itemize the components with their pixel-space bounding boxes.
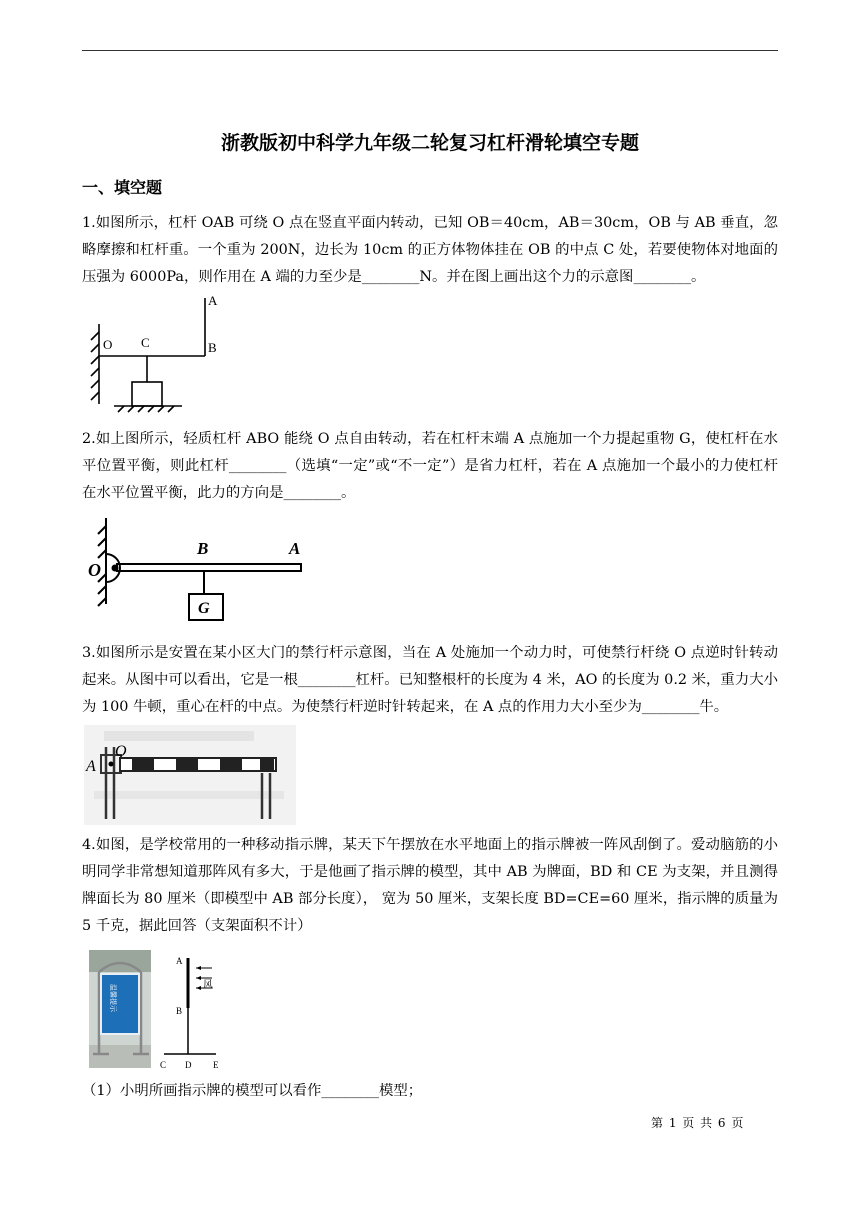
fig2-label-A: A <box>289 539 301 558</box>
section-heading: 一、填空题 <box>82 178 163 197</box>
question-1: 1.如图所示，杠杆 OAB 可绕 O 点在竖直平面内转动，已知 OB＝40cm，AB＝30cm，OB 与 AB 垂直，忽略摩擦和杠杆重。一个重为 200N，边长为 10cm 的正方体物体挂在 OB 的中点 C 处，若要使物体对地面的压强为 6000Pa，则作用在 A 端的力至少是________N。并在图上画出这个力的示意图________。 <box>82 215 778 285</box>
page-number: 第 1 页 共 6 页 <box>651 1116 744 1130</box>
page-title: 浙教版初中科学九年级二轮复习杠杆滑轮填空专题 <box>220 132 639 154</box>
fig4-label-B: B <box>176 1006 183 1016</box>
figure-1-lever-diagram <box>84 292 234 414</box>
figure-4-sign-photo <box>89 950 151 1068</box>
figure-4-sign-model <box>160 950 228 1072</box>
figure-2-lever-diagram <box>84 514 309 626</box>
fig2-label-G: G <box>198 600 210 617</box>
fig4-sign-text: 温馨提示 <box>109 984 117 1012</box>
fig4-label-D: D <box>185 1060 192 1070</box>
fig1-label-A: A <box>208 293 218 308</box>
figure-3-barrier-gate <box>84 725 296 825</box>
fig4-label-A: A <box>176 956 183 966</box>
question-2: 2.如上图所示，轻质杠杆 ABO 能绕 O 点自由转动，若在杠杆末端 A 点施加一个力提起重物 G，使杠杆在水平位置平衡，则此杠杆________（选填“一定”或“不一定”）是省力杠杆，若在 A 点施加一个最小的力使杠杆在水平位置平衡，此力的方向是________。 <box>82 431 778 501</box>
header-rule <box>82 50 778 51</box>
fig3-label-O: O <box>115 743 127 760</box>
question-4-part-1: （1）小明所画指示牌的模型可以看作________模型； <box>82 1083 423 1099</box>
fig4-label-E: E <box>213 1060 219 1070</box>
fig3-label-A: A <box>86 758 96 775</box>
fig4-label-wind: 风 <box>203 980 213 991</box>
question-3: 3.如图所示是安置在某小区大门的禁行杆示意图，当在 A 处施加一个动力时，可使禁行杆绕 O 点逆时针转动起来。从图中可以看出，它是一根________杠杆。已知整根杆的长度为 4 米，AO 的长度为 0.2 米，重力大小为 100 牛顿，重心在杆的中点。为使禁行杆逆时针转起来，在 A 点的作用力大小至少为________牛。 <box>82 645 778 715</box>
fig4-label-C: C <box>160 1060 167 1070</box>
question-4: 4.如图，是学校常用的一种移动指示牌，某天下午摆放在水平地面上的指示牌被一阵风刮倒了。爱动脑筋的小明同学非常想知道那阵风有多大，于是他画了指示牌的模型，其中 AB 为牌面，BD 和 CE 为支架，并且测得牌面长为 80 厘米（即模型中 AB 部分长度）， 宽为 50 厘米，支架长度 BD=CE=60 厘米，指示牌的质量为 5 千克，据此回答（支架面积不计） <box>82 837 778 934</box>
fig1-label-B: B <box>208 340 217 355</box>
fig1-label-O: O <box>103 337 113 352</box>
fig2-label-B: B <box>197 539 209 558</box>
fig2-label-O: O <box>88 560 101 580</box>
fig1-label-C: C <box>141 335 150 350</box>
